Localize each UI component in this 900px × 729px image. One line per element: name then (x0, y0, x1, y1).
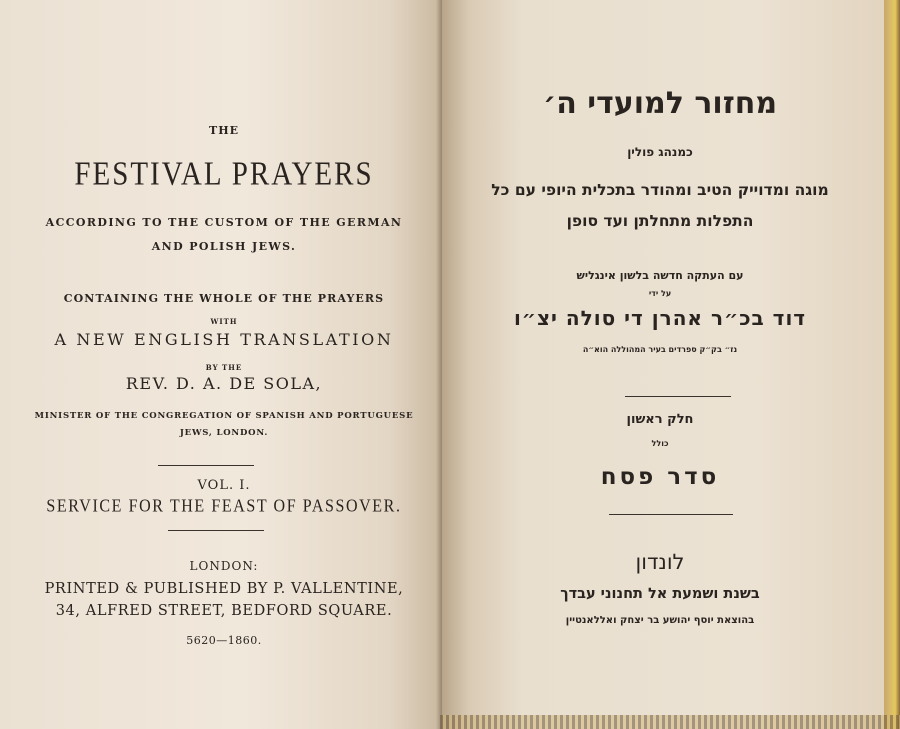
left-publisher-1: PRINTED & PUBLISHED BY P. VALLENTINE, (44, 581, 404, 597)
right-includes: כולל (651, 439, 669, 448)
left-minister-1: MINISTER OF THE CONGREGATION OF SPANISH AND PORTUGUESE (34, 411, 414, 421)
left-title: FESTIVAL PRAYERS (74, 155, 374, 193)
right-city: לונדון (635, 550, 685, 574)
right-publisher: בהוצאת יוסף יהושע בר יצחק ואללאנטיין (565, 615, 755, 626)
right-rule-1 (625, 396, 731, 397)
right-author-role: נז״ בק״ק ספרדים בעיר המהוללה הוא״ה (582, 345, 738, 354)
left-subtitle-1: ACCORDING TO THE CUSTOM OF THE GERMAN (45, 216, 403, 229)
left-author: REV. D. A. DE SOLA, (125, 374, 323, 393)
left-publisher-2: 34, ALFRED STREET, BEDFORD SQUARE. (55, 603, 393, 619)
left-minister-2: JEWS, LONDON. (179, 428, 269, 438)
right-page (442, 0, 888, 729)
left-city: LONDON: (189, 559, 259, 573)
left-rule-2 (168, 530, 264, 531)
left-date: 5620—1860. (186, 634, 262, 647)
left-by-the: BY THE (205, 363, 243, 372)
right-desc-1: מוגה ומדוייק הטיב ומהודר בתכלית היופי עם כל (491, 181, 829, 199)
left-service: SERVICE FOR THE FEAST OF PASSOVER. (46, 497, 402, 516)
left-translation: A NEW ENGLISH TRANSLATION (54, 330, 394, 349)
right-by: על ידי (648, 289, 672, 298)
right-desc-2: התפלות מתחלתן ועד סופן (566, 212, 754, 230)
right-rule-2 (609, 514, 733, 515)
right-author: דוד בכ״ר אהרן די סולה יצ״ו (513, 306, 807, 330)
page-edge-bottom (440, 715, 900, 729)
right-minhag: כמנהג פולין (627, 145, 693, 159)
right-year-line: בשנת ושמעת אל תחנוני עבדך (560, 586, 760, 602)
right-translation: עם העתקה חדשה בלשון אינגליש (576, 269, 744, 282)
left-the: THE (209, 124, 239, 137)
left-with: WITH (210, 317, 238, 326)
right-title: מחזור למועדי ה׳ (542, 86, 778, 121)
left-subtitle-2: AND POLISH JEWS. (151, 240, 297, 253)
right-part: חלק ראשון (626, 412, 694, 427)
gilt-page-edge (884, 0, 900, 729)
left-containing: CONTAINING THE WHOLE OF THE PRAYERS (63, 292, 385, 305)
left-page (0, 0, 442, 729)
left-volume: VOL. I. (197, 478, 251, 493)
left-rule-1 (158, 465, 254, 466)
right-seder: סדר פסח (600, 464, 720, 490)
